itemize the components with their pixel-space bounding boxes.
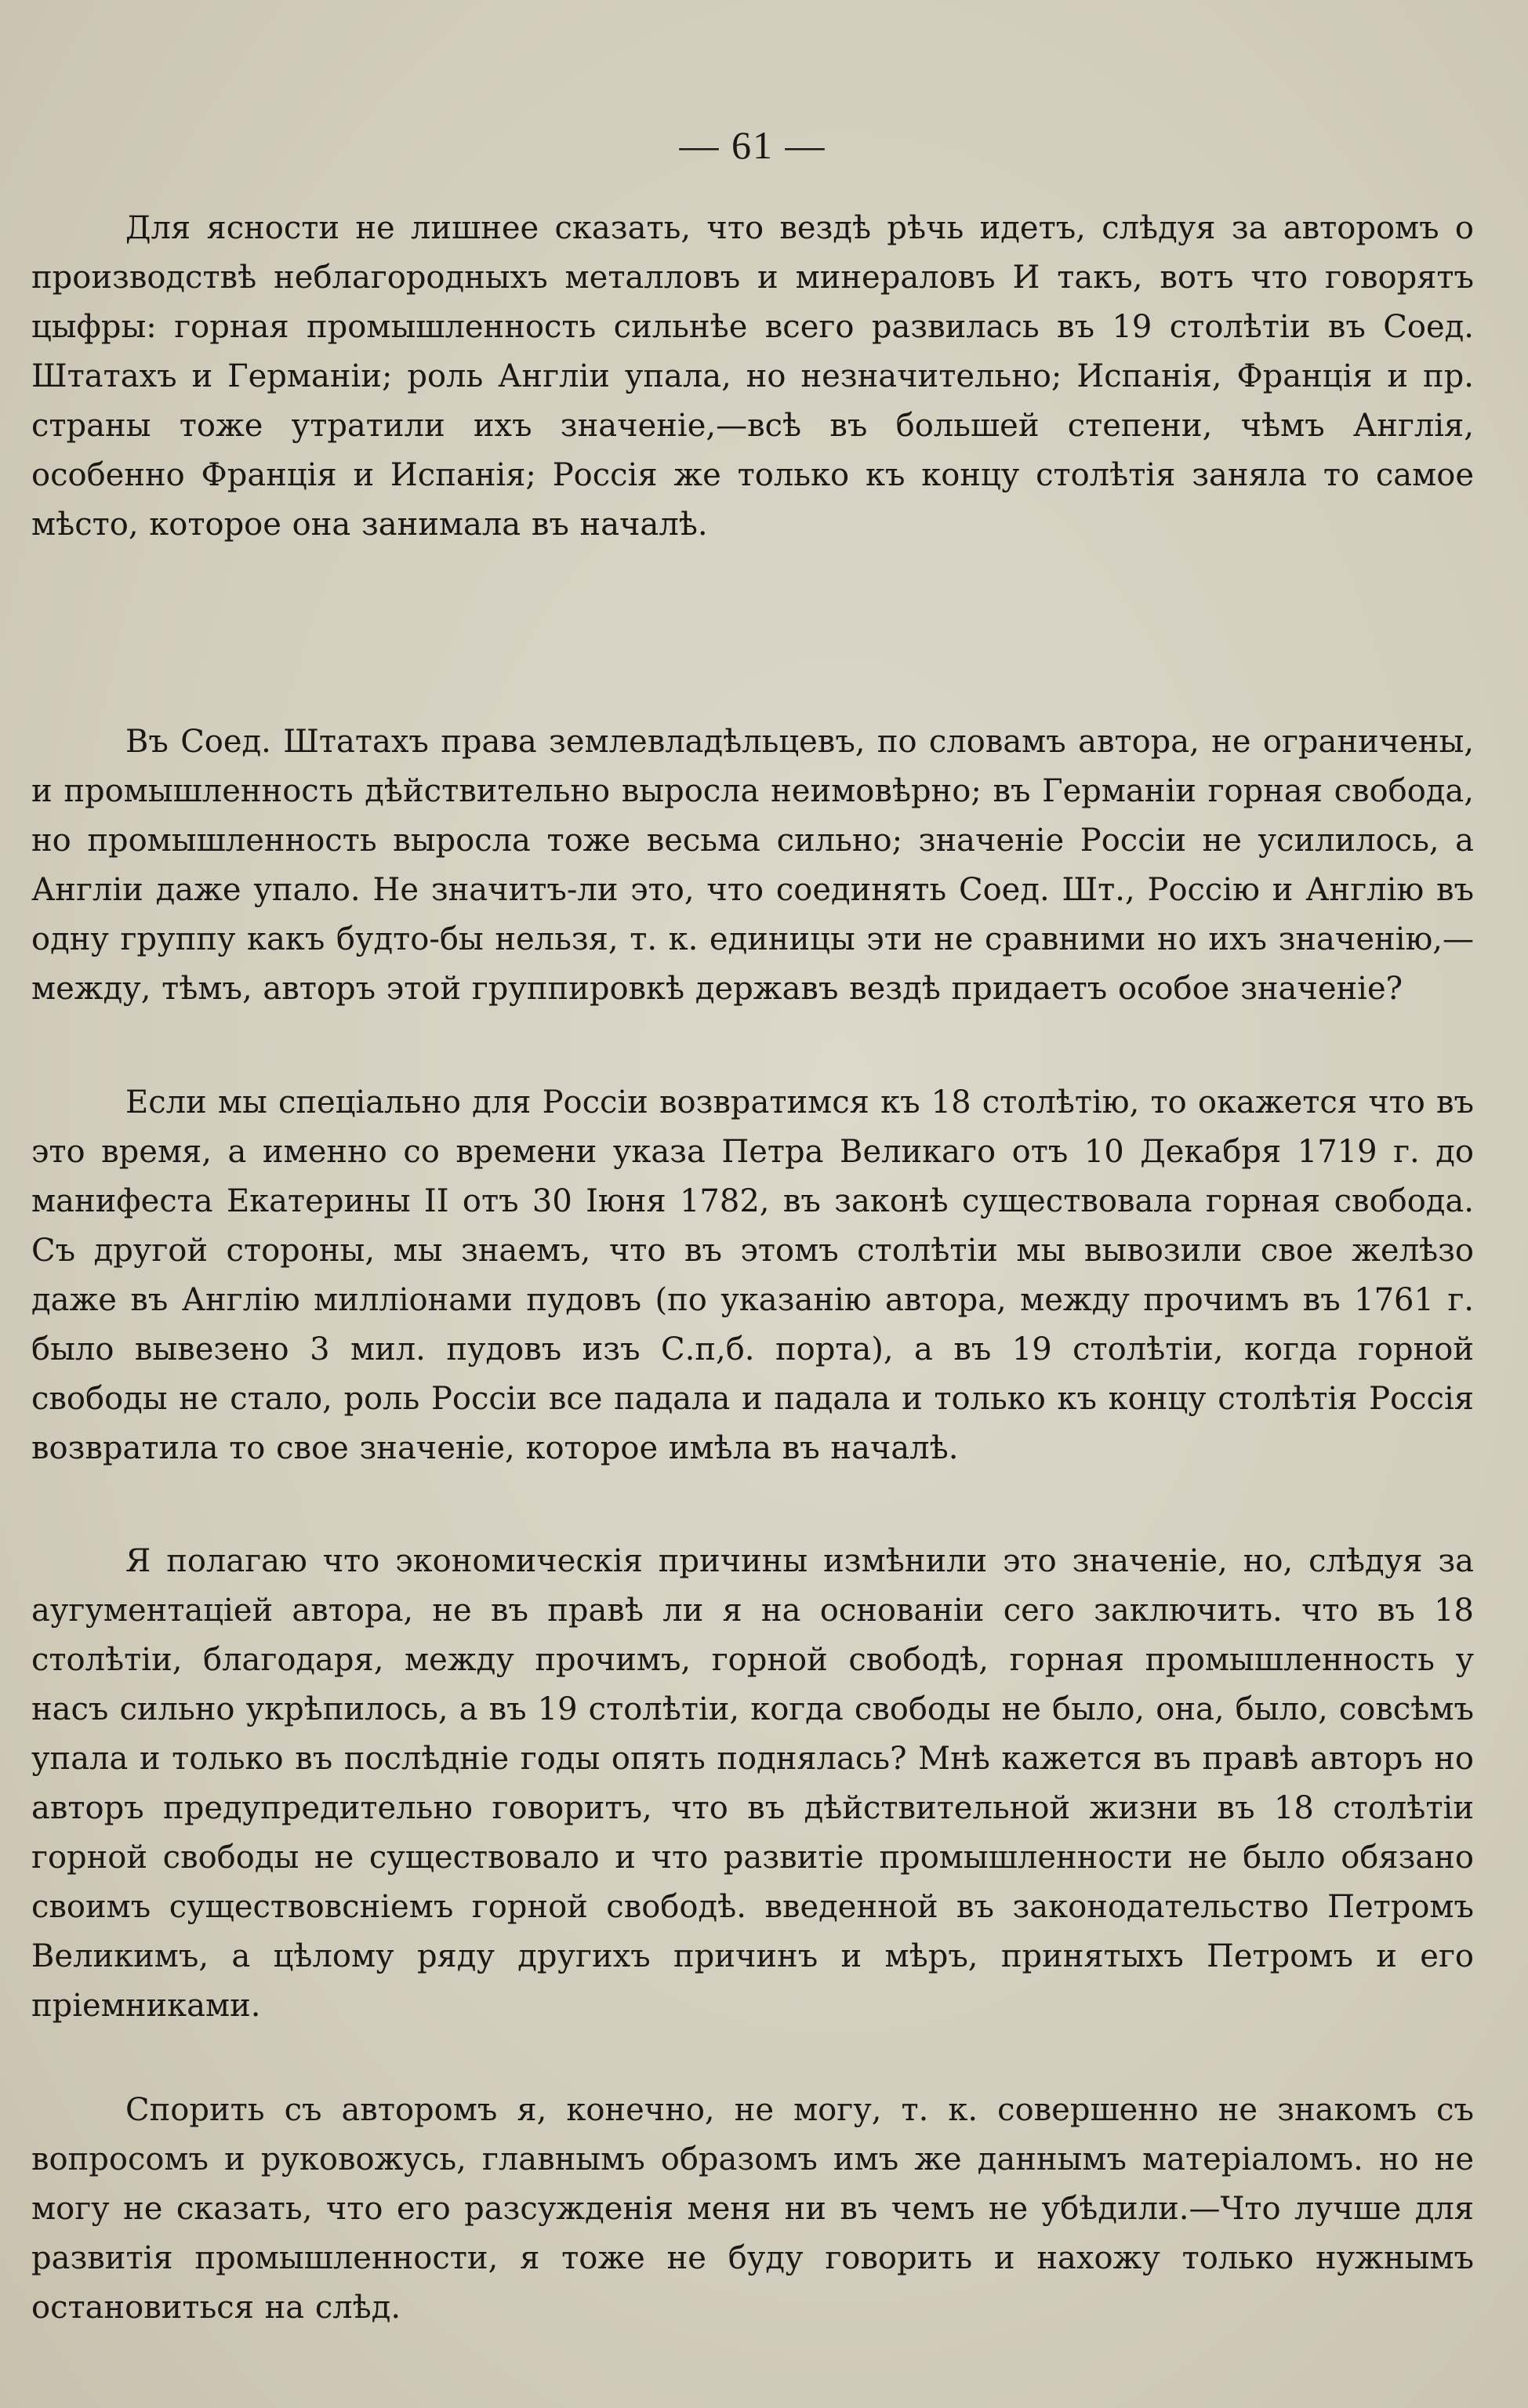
paragraph-3: Если мы спеціально для Россіи возвратимся къ 18 столѣтію, то окажется что въ это время, а именно со времени указа Петра Великаго отъ 10 Декабря 1719 г. до манифеста Екатерины II отъ 30 Іюня 1782, въ законѣ существовала горная свобода. Съ другой стороны, мы знаемъ, что въ этомъ столѣтіи мы вывозили свое желѣзо даже въ Англію милліонами пудовъ (по указанію автора, между прочимъ въ 1761 г. было вывезено 3 мил. пудовъ изъ С.п,б. порта), а въ 19 столѣтіи, когда горной свободы не стало, роль Россіи все падала и падала и только къ концу столѣтія Россія возвратила то свое значеніе, которое имѣла въ началѣ. bbox=[31, 1084, 1474, 1466]
paragraph-1: Для ясности не лишнее сказать, что вездѣ рѣчь идетъ, слѣдуя за авторомъ о производствѣ неблагородныхъ металловъ и минераловъ И такъ, вотъ что говорятъ цыфры: горная промышленность сильнѣе всего развилась въ 19 столѣтіи въ Соед. Штатахъ и Германіи; роль Англіи упала, но незначительно; Испанія, Франція и пр. страны тоже утратили ихъ значеніе,—всѣ въ большей степени, чѣмъ Англія, особенно Франція и Испанія; Россія же только къ концу столѣтія заняла то самое мѣсто, которое она занимала въ началѣ. bbox=[31, 210, 1474, 543]
paragraph-4: Я полагаю что экономическія причины измѣнили это значеніе, но, слѣдуя за аугументаціей автора, не въ правѣ ли я на основаніи сего заключить. что въ 18 столѣтіи, благодаря, между прочимъ, горной свободѣ, горная промышленность у насъ сильно укрѣпилось, а въ 19 столѣтіи, когда свободы не было, она, было, совсѣмъ упала и только въ послѣдніе годы опять поднялась? Мнѣ кажется въ правѣ авторъ но авторъ предупредительно говоритъ, что въ дѣйствительной жизни въ 18 столѣтіи горной свободы не существовало и что развитіе промышленности не было обязано своимъ существовсніемъ горной свободѣ. введенной въ законодательство Петромъ Великимъ, а цѣлому ряду другихъ причинъ и мѣръ, принятыхъ Петромъ и его пріемниками. bbox=[31, 1543, 1474, 2024]
paragraph-5: Спорить съ авторомъ я, конечно, не могу, т. к. совершенно не знакомъ съ вопросомъ и руковожусь, главнымъ образомъ имъ же даннымъ матеріаломъ. но не могу не сказать, что его разсужденія меня ни въ чемъ не убѣдили.—Что лучше для развитія промышленности, я тоже не буду говорить и нахожу только нужнымъ остановиться на слѣд. bbox=[31, 2092, 1474, 2326]
page-number: — 61 — bbox=[679, 123, 826, 167]
paragraph-2: Въ Соед. Штатахъ права землевладѣльцевъ, по словамъ автора, не ограничены, и промышленность дѣйствительно выросла неимовѣрно; въ Германіи горная свобода, но промышленность выросла тоже весьма сильно; значеніе Россіи не усилилось, а Англіи даже упало. Не значитъ-ли это, что соединять Соед. Шт., Россію и Англію въ одну группу какъ будто-бы нельзя, т. к. единицы эти не сравними но ихъ значенію,—между, тѣмъ, авторъ этой группировкѣ державъ вездѣ придаетъ особое значеніе? bbox=[31, 724, 1474, 1007]
